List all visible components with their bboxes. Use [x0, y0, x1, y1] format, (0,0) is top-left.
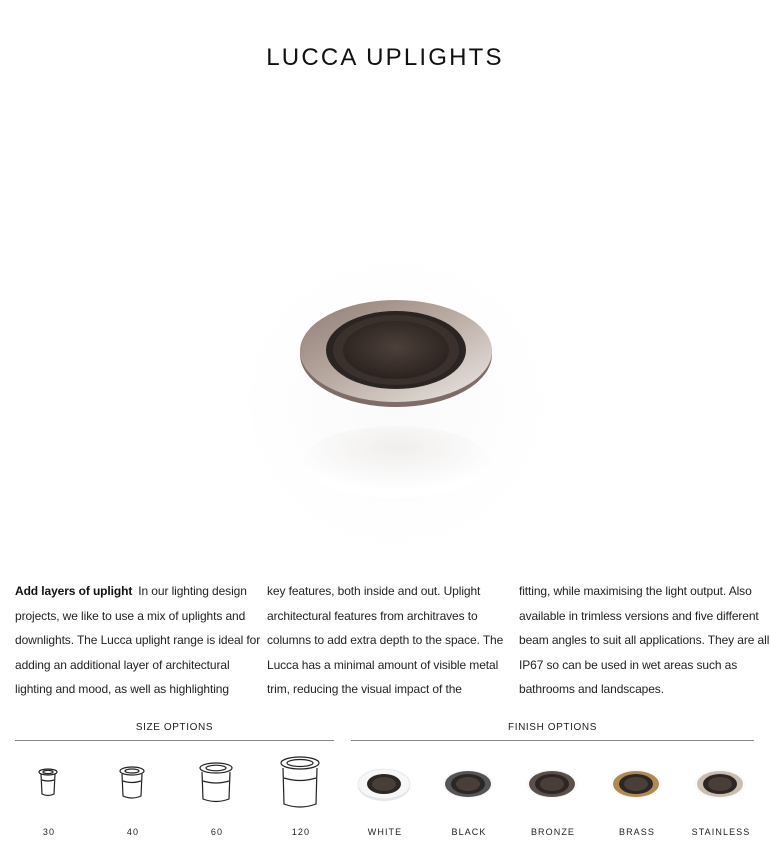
finish-brass-swatch-icon [606, 764, 666, 804]
finish-white-swatch-icon [354, 764, 414, 804]
size-option-30[interactable] [8, 752, 88, 816]
finish-label-brass: BRASS [618, 827, 655, 837]
uplight-size-60-icon [198, 762, 234, 806]
finish-black-swatch-icon [438, 764, 498, 804]
finish-label-white: WHITE [367, 827, 403, 837]
uplight-product-icon [248, 262, 544, 544]
description-column-2 [267, 579, 519, 702]
page-title: LUCCA UPLIGHTS [266, 44, 504, 71]
size-options-divider [15, 740, 334, 741]
uplight-size-40-icon [118, 766, 146, 802]
uplight-size-120-icon [279, 756, 321, 812]
finish-option-stainless[interactable] [680, 752, 760, 816]
uplight-size-30-icon [38, 768, 58, 800]
finish-options-divider [351, 740, 754, 741]
size-label-40: 40 [126, 827, 140, 837]
size-label-60: 60 [210, 827, 224, 837]
description-text-1: In our lighting design projects, we like to use a mix of uplights and downlights. The Lucca uplight range is ideal for adding an additional layer of architectural lighting and mood, as well as highlighting [15, 584, 261, 696]
finish-option-black[interactable] [428, 752, 508, 816]
size-option-40[interactable] [92, 752, 172, 816]
size-option-120[interactable] [260, 752, 340, 816]
description [15, 579, 770, 702]
finish-label-black: BLACK [451, 827, 487, 837]
finish-option-bronze[interactable] [512, 752, 592, 816]
size-option-60[interactable] [176, 752, 256, 816]
finish-bronze-swatch-icon [522, 764, 582, 804]
product-image [248, 262, 544, 544]
description-column-3 [519, 579, 770, 702]
finish-option-brass[interactable] [596, 752, 676, 816]
size-options-heading: SIZE OPTIONS [135, 722, 214, 733]
description-lead: Add layers of uplight [15, 584, 133, 598]
finish-stainless-swatch-icon [690, 764, 750, 804]
description-column-1 [15, 579, 267, 702]
description-text-2: key features, both inside and out. Uplight architectural features from architraves to columns to add extra depth to the space. The Lucca has a minimal amount of visible metal trim, reducing the visual impact of the [267, 584, 504, 696]
description-text-3: fitting, while maximising the light output. Also available in trimless versions and five different beam angles to suit all applications. They are all IP67 so can be used in wet areas such as bathrooms and landscapes. [519, 584, 770, 696]
finish-label-stainless: STAINLESS [691, 827, 751, 837]
size-label-120: 120 [291, 827, 311, 837]
finish-option-white[interactable] [344, 752, 424, 816]
size-label-30: 30 [42, 827, 56, 837]
finish-label-bronze: BRONZE [530, 827, 576, 837]
finish-options-heading: FINISH OPTIONS [508, 722, 597, 733]
